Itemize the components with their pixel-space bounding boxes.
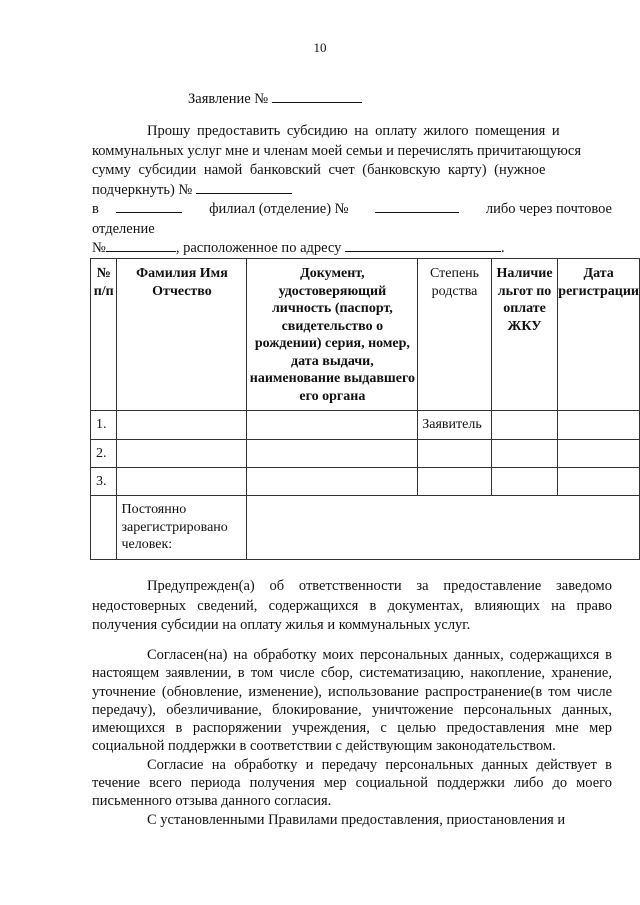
branch-label: филиал (отделение) №	[209, 201, 349, 217]
application-number-blank	[272, 89, 362, 103]
row-document-cell	[247, 468, 418, 496]
bank-prefix: в	[92, 201, 99, 217]
consent-section	[92, 646, 612, 829]
header-full-name: Фамилия Имя Отчество	[117, 259, 247, 411]
table-row	[91, 468, 640, 496]
row-document-cell	[247, 440, 418, 468]
row-benefits-cell	[491, 468, 558, 496]
row-document-cell	[247, 411, 418, 440]
post-office-label: либо через почтовое	[485, 201, 612, 217]
row-date-cell	[558, 411, 640, 440]
card-number-label: подчеркнуть) №	[92, 181, 193, 198]
registered-count-value	[247, 496, 640, 560]
request-paragraph	[92, 122, 612, 259]
registered-count-label: Постоянно зарегистрировано человек:	[117, 496, 247, 560]
table-footer-row	[91, 496, 640, 560]
row-number: 1.	[91, 411, 117, 440]
row-relation-cell	[418, 440, 492, 468]
header-benefits: Наличие льгот по оплате ЖКУ	[491, 259, 558, 411]
consent-text: Согласен(на) на обработку моих персональных данных, содержащихся в настоящем заявлении, в том числе сбор, систематизацию, накопление, хранение, уточнение (обновление, изменение), использование распространение(в том числе передачу), обезличивание, блокирование, уничтожение персональных данных, имеющихся в распоряжении учреждения, с целью предоставления мне мер социальной поддержки в соответствии с действующим законодательством.	[92, 647, 612, 755]
row-date-cell	[558, 440, 640, 468]
row-name-cell	[117, 468, 247, 496]
family-members-table	[90, 258, 640, 560]
title-text: Заявление №	[188, 91, 269, 107]
address-blank	[345, 239, 501, 252]
table-row	[91, 440, 640, 468]
row-relation-cell: Заявитель	[418, 411, 492, 440]
office-number-label: №	[92, 240, 106, 256]
request-line-1: Прошу предоставить субсидию на оплату жилого помещения и	[147, 123, 560, 139]
table-header-row	[91, 259, 640, 411]
office-number-blank	[106, 239, 176, 252]
address-period: .	[501, 240, 505, 256]
table-row	[91, 411, 640, 440]
header-document: Документ, удостоверяющий личность (паспорт, свидетельство о рождении) серия, номер, дата выдачи, наименование выдавшего его органа	[247, 259, 418, 411]
address-label: , расположенное по адресу	[175, 240, 342, 256]
footer-empty-cell	[91, 496, 117, 560]
header-relation: Степень родства	[418, 259, 492, 411]
request-line-7	[92, 239, 612, 259]
row-relation-cell	[418, 468, 492, 496]
rules-text: С установленными Правилами предоставления, приостановления и	[147, 811, 566, 828]
request-line-6: отделение	[92, 220, 155, 237]
request-line-2: коммунальных услуг мне и членам моей семьи и перечислять причитающуюся	[92, 142, 581, 159]
page-number: 10	[313, 40, 327, 55]
row-name-cell	[117, 440, 247, 468]
branch-number-blank	[375, 200, 459, 213]
warning-paragraph	[92, 577, 612, 636]
row-benefits-cell	[491, 440, 558, 468]
card-number-blank	[196, 181, 292, 194]
row-date-cell	[558, 468, 640, 496]
row-number: 2.	[91, 440, 117, 468]
row-benefits-cell	[491, 411, 558, 440]
row-number: 3.	[91, 468, 117, 496]
request-line-5	[92, 200, 612, 220]
header-registration-date: Дата регистрации	[558, 259, 640, 411]
row-name-cell	[117, 411, 247, 440]
request-line-3: сумму субсидии намой банковский счет (банковскую карту) (нужное	[92, 162, 546, 178]
warning-text: Предупрежден(а) об ответственности за предоставление заведомо недостоверных сведений, содержащихся в документах, влияющих на право получения субсидии на оплату жилья и коммунальных услуг.	[92, 578, 612, 633]
document-title	[188, 89, 362, 108]
header-number: № п/п	[91, 259, 117, 411]
bank-label-wrap	[92, 200, 182, 220]
request-line-4	[92, 181, 612, 201]
consent-duration-text: Согласие на обработку и передачу персональных данных действует в течение всего периода получения мер социальной поддержки либо до моего письменного отзыва данного согласия.	[92, 756, 612, 810]
bank-blank	[116, 200, 182, 213]
